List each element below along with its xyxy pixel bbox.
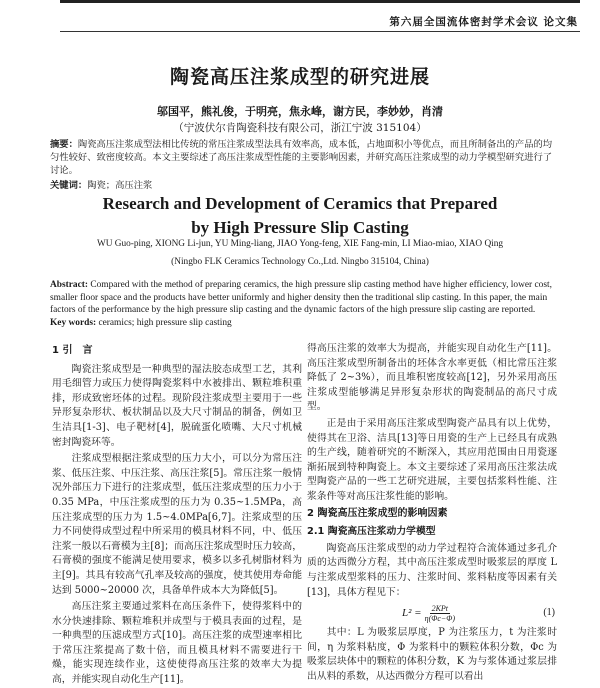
equation-numerator: 2KPt: [431, 603, 449, 613]
left-paragraph-3: 高压注浆主要通过浆料在高压条件下，使得浆料中的水分快速排除、颗粒堆积并成型与于模具表面的过程，是一种典型的压滤成型方式[10]。高压注浆的成型速率相比于常压注浆提高了数十倍，而且模具材料不需要进行干燥，能实现连续作业，这使使得高压注浆的效率大为提高，并能实现自动化生产[11]。: [52, 601, 302, 686]
chinese-keywords-text: 陶瓷；高压注浆: [87, 180, 153, 191]
running-header: 第六届全国流体密封学术会议 论文集: [389, 16, 578, 28]
chinese-keywords: [50, 177, 152, 191]
english-title-line2: by High Pressure Slip Casting: [191, 218, 409, 237]
english-keywords-label: Key words:: [50, 318, 97, 328]
english-title-line1: Research and Development of Ceramics that Prepared: [102, 194, 498, 213]
left-paragraph-1: 陶瓷注浆成型是一种典型的湿法胶态成型工艺，其利用毛细管力或压力使得陶瓷浆料中水被排出、颗粒堆积重排，形成致密坯体的过程。现阶段注浆成型主要用于一些异形复杂形状、板状制品以及大尺寸制品的制备，例如卫生洁具[1-3]、电子靶材[4]，脱硫蛋化喷嘴、大尺寸机械密封陶瓷环等。: [52, 363, 302, 448]
english-authors: WU Guo-ping, XIONG Li-jun, YU Ming-liang, JIAO Yong-feng, XIE Fang-min, LI Miao-miao, XIAO Qing: [96, 239, 504, 249]
english-keywords: [50, 318, 232, 328]
equation-body: [402, 604, 455, 623]
right-paragraph-3: 陶瓷高压注浆成型的动力学过程符合流体通过多孔介质的达西微分方程，其中高压注浆成型时吸浆层的厚度 L 与注浆成型浆料的压力、注浆时间、浆料粘度等因素有关[13]，具体方程见下：: [307, 542, 557, 598]
equation-fraction: [425, 604, 455, 623]
chinese-affiliation: （宁波伏尔肯陶瓷科技有限公司，浙江宁波 315104）: [173, 122, 427, 134]
english-title: [0, 192, 600, 240]
english-keywords-text: ceramics; high pressure slip casting: [98, 318, 232, 328]
right-column: [307, 342, 557, 682]
header-rule: [60, 31, 580, 32]
left-paragraph-2: 注浆成型根据注浆成型的压力大小，可以分为常压注浆、低压注浆、中压注浆、高压注浆[5]。常压注浆一般情况外部压力下进行的注浆成型，低压注浆成型的压力小于 0.35 MPa，中压注浆成型的压力为 0.35~1.5MPa，高压注浆成型的压力为 1.5~4.0MPa[6,7]。注浆成型的压力不同使得成型过程中所采用的模具材料不同，中、低压注浆一般以石膏模为主[8]；而高压注浆成型时压力较高，石膏模的强度不能满足使用要求，模多以多孔树脂材料为主[9]。其具有较高气孔率及较高的强度，使其使用寿命能达到 5000~20000 次，具备单件成本大为降低[5]。: [52, 453, 302, 596]
chinese-title: 陶瓷高压注浆成型的研究进展: [169, 66, 430, 88]
chinese-abstract-label: 摘要：: [50, 139, 78, 150]
chinese-abstract-text: 陶瓷高压注浆成型法相比传统的常压注浆成型法具有效率高，成本低，占地面积小等优点，而且所制备出的产品的均匀性较好、致密度较高。本文主要综述了高压注浆成型性能的主要影响因素，并研究高压注浆成型的动力学模型研究进行了讨论。: [50, 139, 553, 176]
english-affiliation: (Ningbo FLK Ceramics Technology Co.,Ltd. Ningbo 315104, China): [171, 257, 429, 267]
english-abstract-text: Compared with the method of preparing ceramics, the high pressure slip casting method have higher efficiency, lower cost, smaller floor space and the products have better uniformly and higher density then the traditional slip casting. In this paper, the main factors of the performance by the high pressure slip casting and the dynamic factors of the high pressure slip casting are reported.: [50, 280, 552, 315]
chinese-abstract: [50, 138, 555, 177]
chinese-authors: 邬国平，熊礼俊，于明亮，焦永峰，谢方民，李妙妙，肖清: [157, 105, 443, 118]
left-column: [52, 342, 302, 686]
english-abstract-label: Abstract:: [50, 280, 89, 290]
equation-number: (1): [543, 606, 555, 618]
right-paragraph-2: 正是由于采用高压注浆成型陶瓷产品具有以上优势，使得其在卫浴、洁具[13]等日用瓷的生产上已经具有成熟的生产线，随着研究的不断深入，其应用范围由日用瓷逐渐拓展到特种陶瓷上。本文主要综述了采用高压注浆法成型陶瓷产品的一些工艺研究进展，主要包括浆料性能、注浆条件等对高压注浆性能的影响。: [307, 417, 557, 502]
top-rule: [60, 0, 580, 3]
equation-lhs: L² =: [402, 606, 422, 619]
right-paragraph-4: 其中：L 为吸浆层厚度，P 为注浆压力，t 为注浆时间，η 为浆料粘度，Φ 为浆料中的颗粒体积分数，Φc 为吸浆层块体中的颗粒的体积分数，K 为与浆体通过浆层排出从料的系数，从达西微分方程可以看出: [307, 627, 557, 682]
section-2-1-heading: 2.1 陶瓷高压注浆动力学模型: [307, 526, 436, 538]
right-paragraph-continued: 得高压注浆的效率大为提高，并能实现自动化生产[11]。高压注浆成型所制备出的坯体含水率更低（相比常压注浆降低了 2~3%），而且堆积密度较高[12]，另外采用高压注浆成型能够满足异形复杂形状的陶瓷制品的高尺寸成型。: [307, 343, 557, 413]
chinese-keywords-label: 关键词：: [50, 180, 88, 191]
section-1-heading: 1 引 言: [52, 345, 93, 356]
section-2-heading: 2 陶瓷高压注浆成型的影响因素: [307, 507, 448, 519]
equation-1: [307, 602, 557, 624]
english-abstract: [50, 279, 555, 317]
equation-denominator: η(Φc−Φ): [424, 613, 456, 623]
